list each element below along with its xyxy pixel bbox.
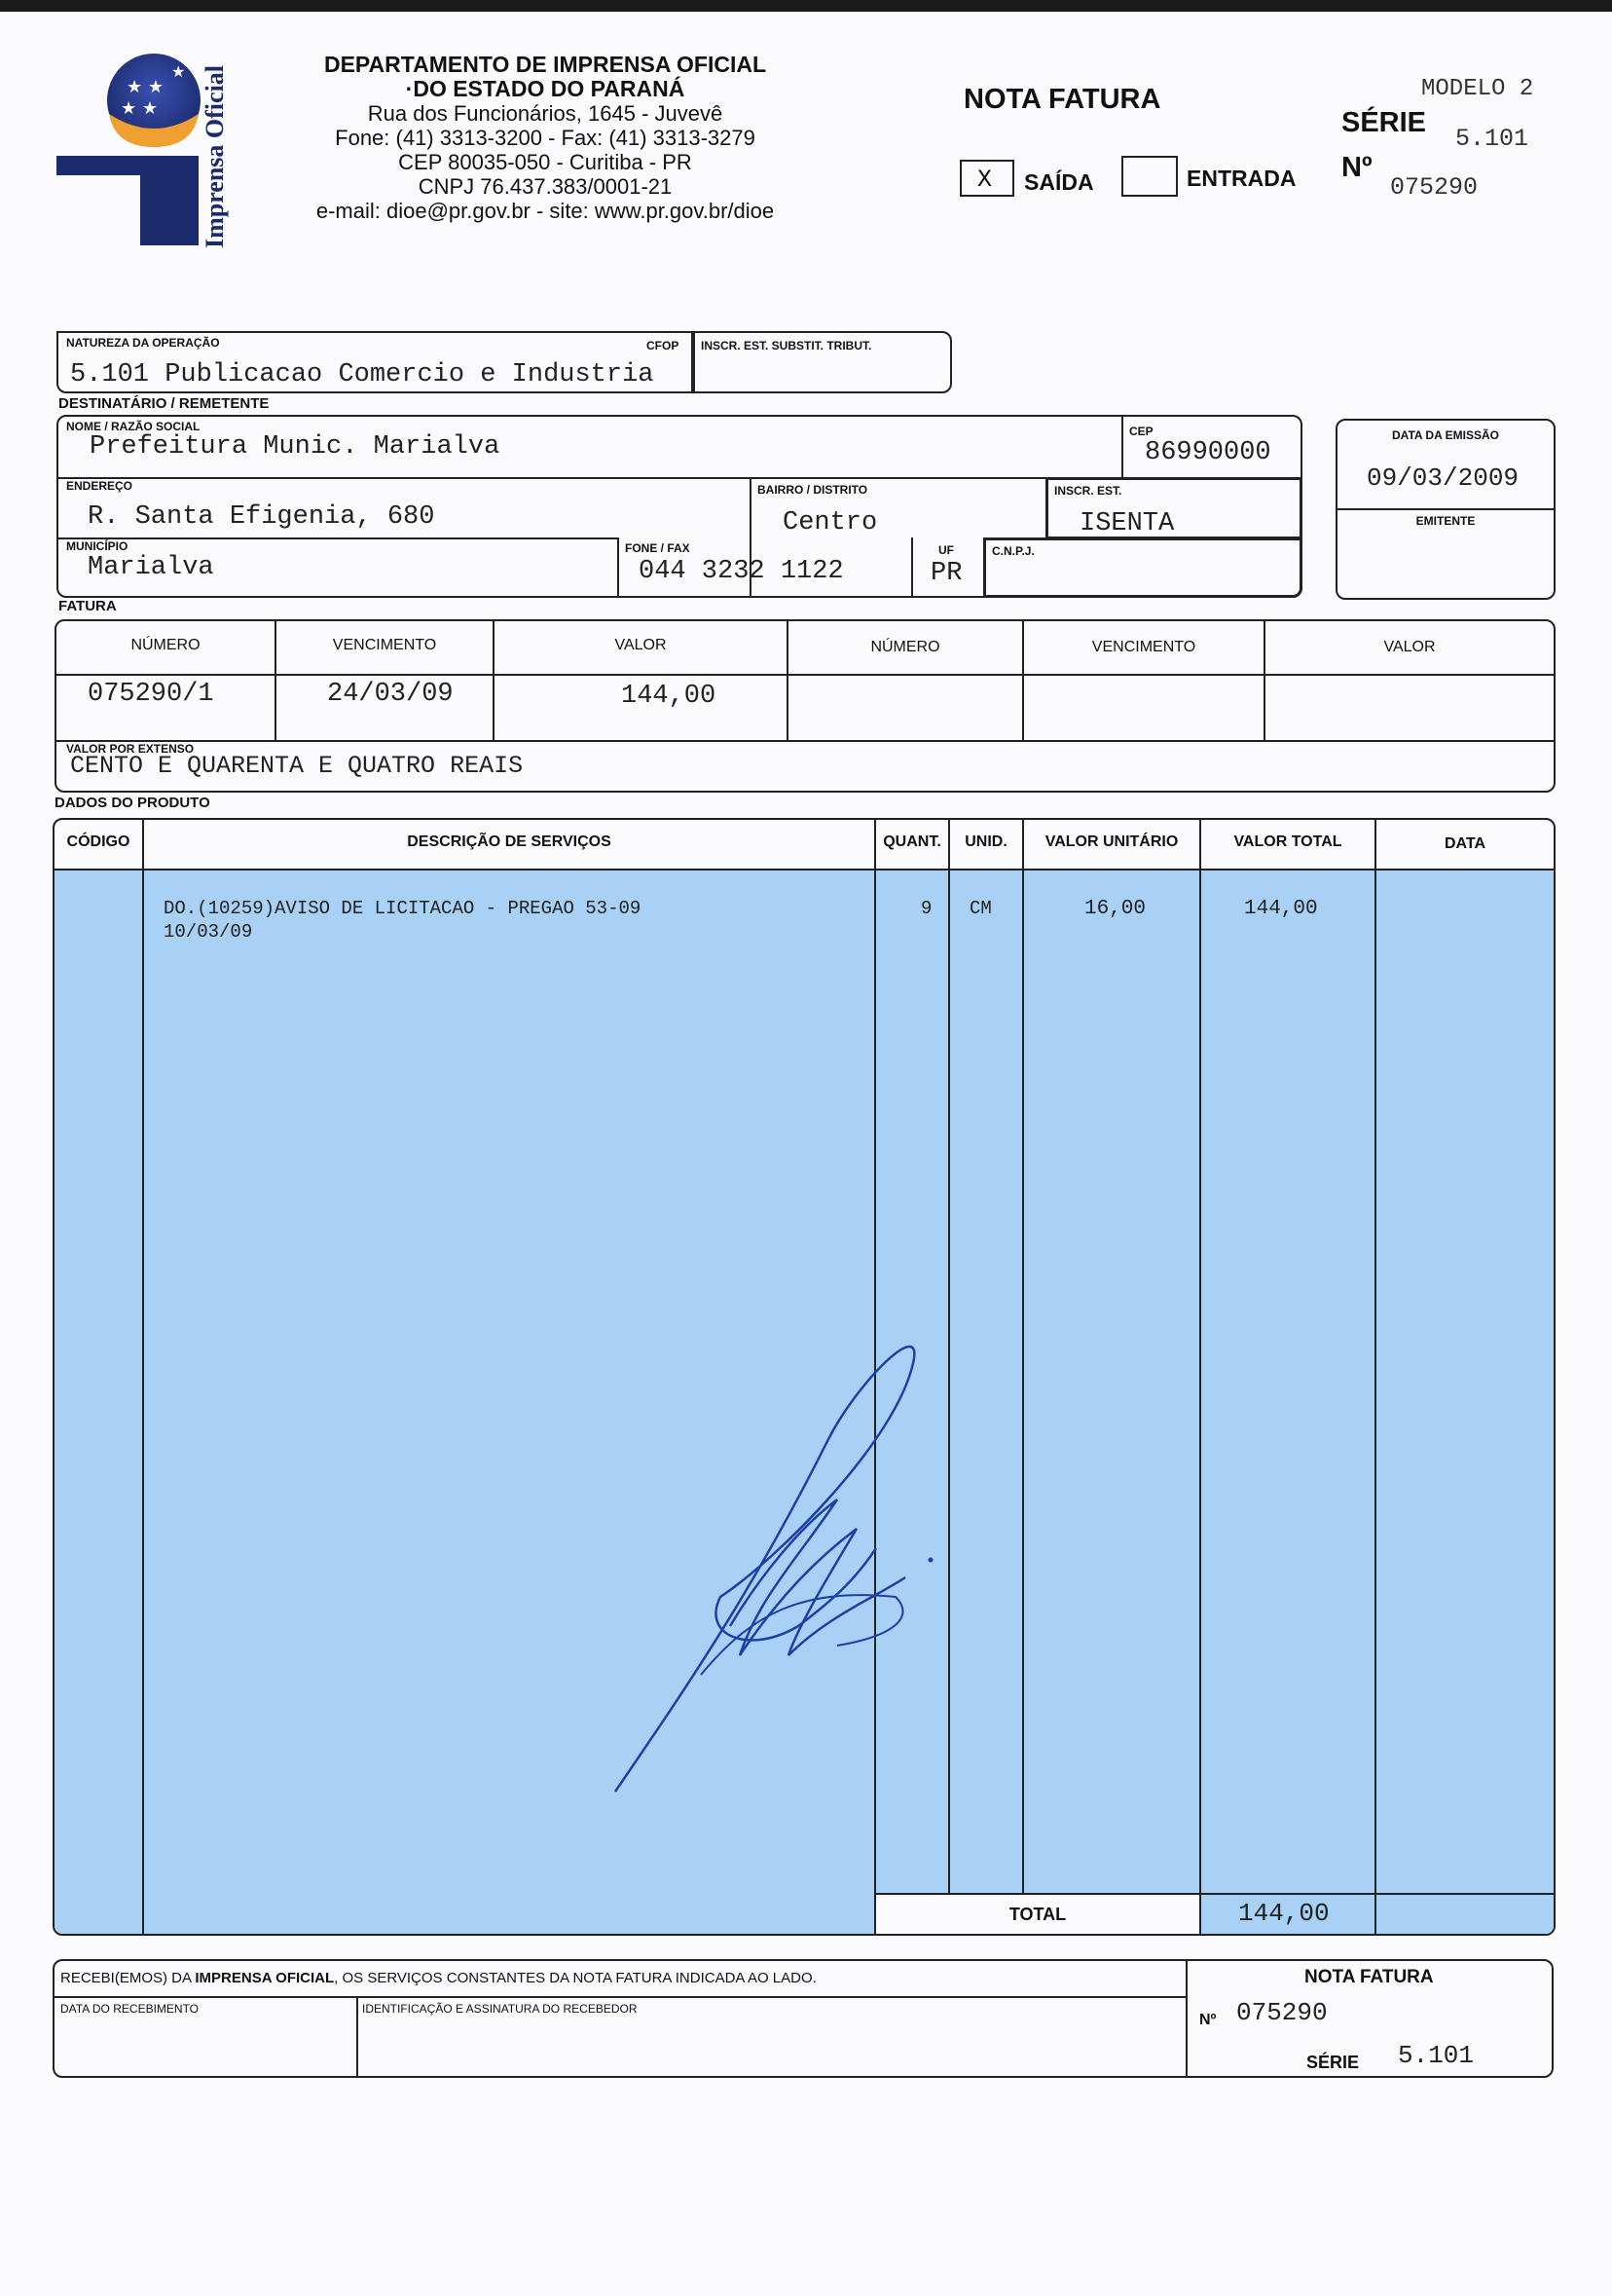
destinatario-section-label: DESTINATÁRIO / REMETENTE <box>58 395 270 412</box>
fatura-col-numero-2: NÚMERO <box>870 639 940 655</box>
col-data: DATA <box>1444 835 1486 852</box>
saida-checkbox[interactable] <box>960 160 1014 197</box>
saida-label: SAÍDA <box>1024 169 1094 195</box>
fone-label: FONE / FAX <box>625 541 690 555</box>
emissao-value: 09/03/2009 <box>1367 463 1520 493</box>
cfop-label: CFOP <box>646 339 679 352</box>
recibo-box <box>53 1959 1554 2078</box>
svg-text:★ ★: ★ ★ <box>127 77 164 97</box>
cep-value: 86990000 <box>1145 438 1271 467</box>
cep-label: CEP <box>1129 425 1154 438</box>
extenso-value: CENTO E QUARENTA E QUATRO REAIS <box>70 752 524 780</box>
recibo-serie-value: 5.101 <box>1398 2041 1475 2070</box>
fatura-col-vencimento-2: VENCIMENTO <box>1091 639 1196 655</box>
handwritten-signature <box>604 1305 954 1811</box>
cnpj-box <box>983 537 1302 598</box>
uf-label: UF <box>938 543 954 557</box>
numero-value: 075290 <box>1390 173 1479 202</box>
endereco-value: R. Santa Efigenia, 680 <box>88 502 435 532</box>
org-address: Rua dos Funcionários, 1645 - Juvevê <box>367 101 723 126</box>
col-quant: QUANT. <box>883 833 941 850</box>
recibo-statement-bold: IMPRENSA OFICIAL <box>195 1970 335 1986</box>
org-state: ·DO ESTADO DO PARANÁ <box>405 76 685 101</box>
item-valor-unitario: 16,00 <box>1084 898 1147 920</box>
item-desc-line2: 10/03/09 <box>164 921 253 943</box>
fatura-numero-value: 075290/1 <box>88 680 214 709</box>
serie-label: SÉRIE <box>1341 107 1427 138</box>
col-descricao: DESCRIÇÃO DE SERVIÇOS <box>407 833 611 850</box>
recibo-numero-value: 075290 <box>1236 1998 1328 2027</box>
fatura-col-numero-1: NÚMERO <box>130 637 201 653</box>
produto-section-label: DADOS DO PRODUTO <box>55 795 210 811</box>
col-valor-unitario: VALOR UNITÁRIO <box>1044 833 1179 850</box>
recibo-numero-label: Nº <box>1199 2012 1217 2028</box>
scan-edge <box>0 0 1612 12</box>
inscr-label: INSCR. EST. <box>1054 484 1122 498</box>
col-valor-total: VALOR TOTAL <box>1233 833 1342 850</box>
fatura-box <box>55 619 1556 793</box>
numero-label: Nº <box>1341 152 1373 183</box>
recibo-ident-label: IDENTIFICAÇÃO E ASSINATURA DO RECEBEDOR <box>362 2002 638 2016</box>
org-phone: Fone: (41) 3313-3200 - Fax: (41) 3313-3279 <box>335 126 755 150</box>
inscr-value: ISENTA <box>1080 509 1175 538</box>
inscr-subst-label: INSCR. EST. SUBSTIT. TRIBUT. <box>701 339 872 352</box>
entrada-checkbox[interactable] <box>1121 156 1178 197</box>
endereco-label: ENDEREÇO <box>66 479 133 493</box>
emissao-box <box>1336 419 1556 600</box>
col-unid: UNID. <box>965 833 1008 850</box>
fatura-section-label: FATURA <box>58 598 117 614</box>
col-codigo: CÓDIGO <box>66 833 130 850</box>
org-cnpj: CNPJ 76.437.383/0001-21 <box>418 174 673 199</box>
saida-mark: X <box>977 166 993 194</box>
modelo-label: MODELO 2 <box>1421 76 1534 102</box>
item-valor-total: 144,00 <box>1244 898 1318 920</box>
cnpj-label: C.N.P.J. <box>992 544 1035 558</box>
fatura-col-valor-2: VALOR <box>1383 639 1436 655</box>
fatura-valor-value: 144,00 <box>621 682 716 711</box>
fatura-vencimento-value: 24/03/09 <box>327 680 454 709</box>
total-value: 144,00 <box>1238 1899 1330 1928</box>
logo-vertical-text: Imprensa Oficial <box>201 64 229 248</box>
org-contact: e-mail: dioe@pr.gov.br - site: www.pr.gov.br/dioe <box>315 199 775 223</box>
municipio-value: Marialva <box>88 553 214 582</box>
bairro-value: Centro <box>783 508 878 537</box>
item-quant: 9 <box>921 898 933 919</box>
fone-value: 044 3232 1122 <box>639 557 844 586</box>
fatura-col-vencimento-1: VENCIMENTO <box>332 637 437 653</box>
recibo-statement <box>60 1970 817 1986</box>
emitente-label: EMITENTE <box>1415 514 1476 528</box>
total-label: TOTAL <box>1008 1905 1067 1924</box>
recibo-statement-pre: RECEBI(EMOS) DA <box>60 1970 196 1986</box>
municipio-label: MUNICÍPIO <box>66 539 128 553</box>
item-desc-line1: DO.(10259)AVISO DE LICITACAO - PREGAO 53-09 <box>164 898 641 919</box>
nome-label: NOME / RAZÃO SOCIAL <box>66 420 201 433</box>
org-cep: CEP 80035-050 - Curitiba - PR <box>398 150 692 174</box>
recibo-data-label: DATA DO RECEBIMENTO <box>60 2002 200 2016</box>
inscr-box <box>1045 477 1302 539</box>
org-header <box>292 53 798 223</box>
entrada-label: ENTRADA <box>1187 166 1297 191</box>
svg-text:★ ★: ★ ★ <box>121 98 158 119</box>
recibo-serie-label: SÉRIE <box>1306 2053 1360 2072</box>
serie-value: 5.101 <box>1455 125 1529 153</box>
org-name: DEPARTAMENTO DE IMPRENSA OFICIAL <box>323 52 767 77</box>
emissao-label: DATA DA EMISSÃO <box>1392 428 1499 442</box>
recibo-statement-post: , OS SERVIÇOS CONSTANTES DA NOTA FATURA INDICADA AO LADO. <box>334 1970 817 1986</box>
natureza-box <box>56 331 952 393</box>
nome-value: Prefeitura Munic. Marialva <box>90 432 500 462</box>
bairro-label: BAIRRO / DISTRITO <box>757 483 868 497</box>
doc-title: NOTA FATURA <box>964 84 1161 115</box>
extenso-label: VALOR POR EXTENSO <box>66 742 195 756</box>
fatura-col-valor-1: VALOR <box>614 637 667 653</box>
svg-text:★: ★ <box>171 62 186 81</box>
recibo-nota-label: NOTA FATURA <box>1304 1967 1434 1987</box>
natureza-label: NATUREZA DA OPERAÇÃO <box>66 336 220 350</box>
natureza-value: 5.101 Publicacao Comercio e Industria <box>70 360 654 389</box>
uf-value: PR <box>931 559 963 588</box>
item-unid: CM <box>970 898 992 919</box>
